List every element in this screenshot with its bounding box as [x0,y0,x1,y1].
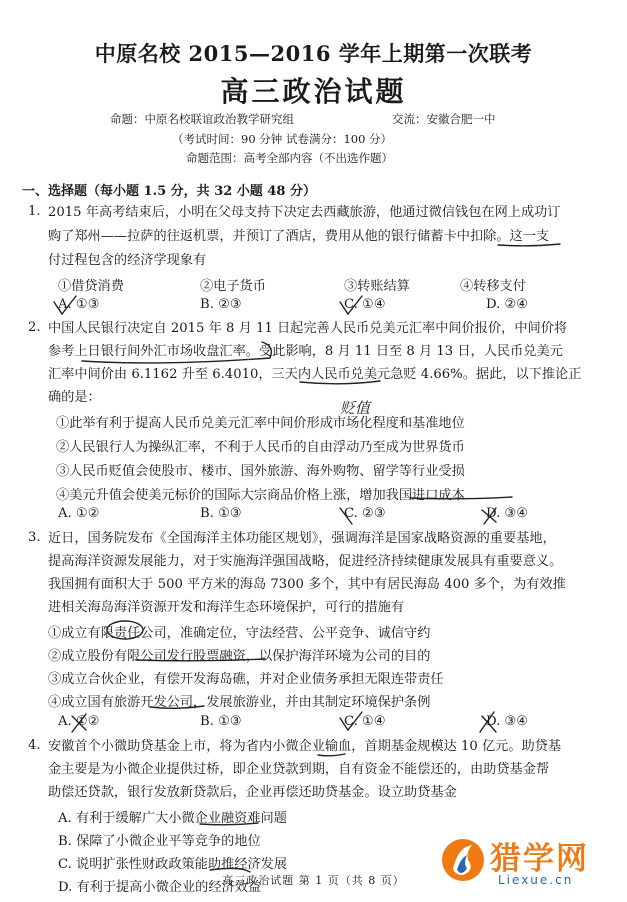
answer-choice: D. 有利于提高小微企业的经济效益 [58,880,262,895]
question-text-line: 购了郑州——拉萨的往返机票，并预订了酒店，费用从他的银行储蓄卡中扣除。这一支 [48,229,550,244]
question-text-line: 近日，国务院发布《全国海洋主体功能区规划》，强调海洋是国家战略资源的重要基地， [48,531,556,546]
exchange-info: 交流：安徽合肥一中 [392,112,496,126]
answer-choice: B. ①③ [200,506,242,521]
question-text-line: 金主要是为小微企业提供过桥，即企业贷款到期，自有资金不能偿还的，由助贷基金帮 [48,762,550,777]
question-text-line: 参考上日银行间外汇市场收盘汇率。受此影响，8 月 11 日至 8 月 13 日，人民币兑美元 [48,344,563,359]
answer-choice: B. ②③ [200,297,242,312]
answer-choice: C. 说明扩张性财政政策能助推经济发展 [58,857,288,872]
statement-item: ④美元升值会使美元标价的国际大宗商品价格上涨，增加我国进口成本 [56,488,465,503]
answer-choice: A. ①② [58,714,100,729]
question-text-line: 2015 年高考结束后，小明在父母支持下决定去西藏旅游，他通过微信钱包在网上成功订 [48,205,561,220]
answer-choice: B. ①③ [200,714,242,729]
exam-subtitle: 高三政治试题 [220,75,407,108]
statement-item: ④成立国有旅游开发公司，发展旅游业，并由其制定环境保护条例 [48,695,431,710]
answer-choice: A. 有利于缓解广大小微企业融资难问题 [58,811,287,826]
section-title: 一、选择题（每小题 1.5 分，共 32 小题 48 分） [22,184,316,199]
statement-item: ②成立股份有限公司发行股票融资，以保护海洋环境为公司的目的 [48,649,431,664]
question-number: 2. [28,320,41,335]
statement-item: ①成立有限责任公司，准确定位，守法经营、公平竞争、诚信守约 [48,626,431,641]
question-number: 3. [28,530,41,545]
answer-choice: D. ③④ [486,714,529,729]
question-text-line: 助偿还贷款，银行发放新贷款后，企业再偿还助贷基金。设立助贷基金 [48,785,457,800]
question-text-line: 安徽首个小微助贷基金上市，将为省内小微企业输血，首期基金规模达 10 亿元。助贷基 [48,739,562,754]
exam-title: 中原名校 2015—2016 学年上期第一次联考 [94,41,533,66]
question-text-line: 提高海洋资源发展能力，对于实施海洋强国战略，促进经济持续健康发展具有重要意义。 [48,554,563,569]
page-footer: 高三政治试题 第 1 页（共 8 页） [222,874,405,887]
question-text-line: 我国拥有面积大于 500 平方米的海岛 7300 多个，其中有居民海岛 400 多个，为有效推 [48,577,566,592]
question-text-line: 进相关海岛海洋资源开发和海洋生态环境保护，可行的措施有 [48,600,405,615]
statement-item: ③转账结算 [344,279,410,294]
question-text-line: 汇率中间价由 6.1162 升至 6.4010，三天内人民币兑美元急贬 4.66%。据此，以下推论正 [48,367,582,382]
statement-item: ②电子货币 [200,279,266,294]
handwritten-note: 贬值 [340,399,371,417]
statement-item: ①此举有利于提高人民币兑美元汇率中间价形成市场化程度和基准地位 [56,416,465,431]
answer-choice: D. ③④ [486,506,529,521]
flame-logo-icon [440,837,486,883]
answer-choice: A. ①② [58,506,100,521]
statement-item: ③人民币贬值会使股市、楼市、国外旅游、海外购物、留学等行业受损 [56,464,465,479]
proposer-info: 命题：中原名校联谊政治教学研究组 [110,112,294,126]
answer-choice: C. ①④ [344,714,386,729]
answer-choice: C. ①④ [344,297,386,312]
question-text-line: 中国人民银行决定自 2015 年 8 月 11 日起完善人民币兑美元汇率中间价报价，中间价将 [48,321,568,336]
question-number: 1. [28,204,41,219]
question-text-line: 付过程包含的经济学现象有 [48,253,207,268]
scope-info: 命题范围：高考全部内容（不出选作题） [186,151,393,165]
statement-item: ③成立合伙企业，有偿开发海岛礁，并对企业债务承担无限连带责任 [48,672,444,687]
watermark-url: Liexue.cn [498,873,574,887]
watermark-name: 猎学网 [490,841,589,877]
watermark-logo [440,833,627,893]
answer-choice: B. 保障了小微企业平等竞争的地位 [58,834,261,849]
statement-item: ②人民银行人为操纵汇率，不利于人民币的自由浮动乃至成为世界货币 [56,440,465,455]
answer-choice: C. ②③ [344,506,386,521]
statement-item: ①借贷消费 [58,279,124,294]
question-number: 4. [28,738,41,753]
statement-item: ④转移支付 [460,279,526,294]
time-score-info: （考试时间：90 分钟 试卷满分：100 分） [172,132,393,146]
answer-choice: A. ①③ [58,297,100,312]
question-text-line: 确的是： [48,390,101,405]
answer-choice: D. ②④ [486,297,529,312]
